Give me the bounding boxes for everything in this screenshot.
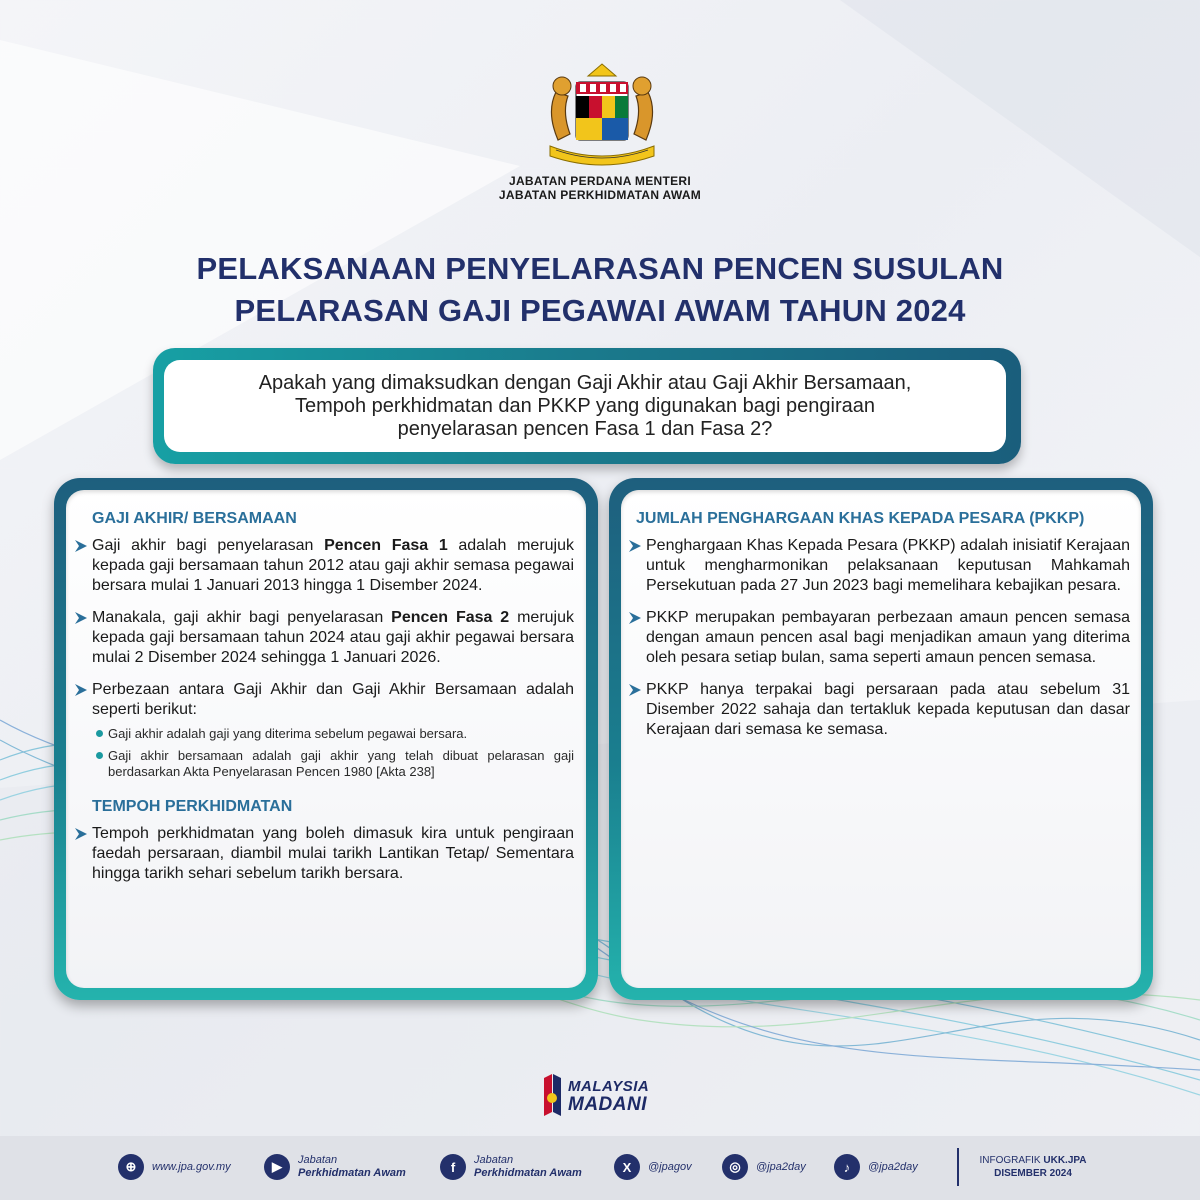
footer-instagram[interactable]	[722, 1152, 806, 1182]
sub-list-item	[74, 748, 574, 780]
arrow-bullet-icon	[628, 611, 642, 625]
item-bold-text: Pencen Fasa 2	[391, 609, 510, 626]
list-item	[74, 680, 574, 720]
item-text: Gaji akhir bagi penyelarasan	[92, 537, 325, 554]
arrow-bullet-icon	[74, 611, 88, 625]
youtube-label-1: Jabatan	[298, 1154, 338, 1166]
infografik-label: INFOGRAFIK	[979, 1155, 1041, 1166]
dot-bullet-icon	[96, 730, 103, 737]
arrow-bullet-icon	[74, 539, 88, 553]
item-text: Manakala, gaji akhir bagi penyelarasan	[92, 609, 392, 626]
sub-list-item	[74, 726, 574, 742]
item-text: adalah merujuk kepada gaji bersamaan tahun 2012 atau gaji akhir semasa pegawai bersara mulai 1 Januari 2013 hingga 1 Disember 2024.	[92, 537, 574, 594]
item-bold-text: Pencen Fasa 1	[324, 537, 448, 554]
footer-youtube[interactable]	[264, 1152, 406, 1182]
x-handle[interactable]: @jpagov	[648, 1160, 692, 1173]
arrow-bullet-icon	[628, 539, 642, 553]
instagram-icon: ◎	[722, 1154, 748, 1180]
title-line-2: PELARASAN GAJI PEGAWAI AWAM TAHUN 2024	[234, 293, 966, 328]
right-panel-content	[628, 508, 1130, 740]
question-line-2: Tempoh perkhidmatan dan PKKP yang digunakan bagi pengiraan	[294, 394, 876, 417]
arrow-bullet-icon	[74, 827, 88, 841]
dept-line-2: JABATAN PERKHIDMATAN AWAM	[498, 188, 702, 202]
footer-website[interactable]	[118, 1152, 231, 1182]
globe-icon: ⊕	[118, 1154, 144, 1180]
title-line-1: PELAKSANAAN PENYELARASAN PENCEN SUSULAN	[196, 251, 1004, 286]
facebook-label-1: Jabatan	[474, 1154, 514, 1166]
tiktok-handle[interactable]: @jpa2day	[868, 1160, 918, 1173]
section-heading-gaji-akhir: GAJI AKHIR/ BERSAMAAN	[92, 510, 297, 527]
facebook-icon: f	[440, 1154, 466, 1180]
list-item	[628, 536, 1130, 596]
item-text: merujuk kepada gaji bersamaan tahun 2024 atau gaji akhir pegawai bersara mulai 2 Disember 2024 sehingga 1 Januari 2026.	[92, 609, 575, 666]
logo-line-1: MALAYSIA	[568, 1078, 650, 1095]
arrow-bullet-icon	[74, 683, 88, 697]
list-item	[628, 608, 1130, 668]
item-text: Tempoh perkhidmatan yang boleh dimasuk kira untuk pengiraan faedah persaraan, diambil mulai tarikh Lantikan Tetap/ Sementara hingga tarikh sehari sebelum tarikh bersara.	[92, 825, 574, 882]
list-item	[74, 824, 574, 884]
website-link[interactable]: www.jpa.gov.my	[152, 1160, 231, 1173]
item-text: PKKP hanya terpakai bagi persaraan pada atau sebelum 31 Disember 2022 sahaja dan tertakluk kepada keputusan dan dasar Kerajaan dari semasa ke semasa.	[646, 681, 1130, 738]
infografik-credit	[968, 1154, 1098, 1180]
coat-of-arms-icon	[536, 62, 668, 174]
arrow-bullet-icon	[628, 683, 642, 697]
dept-line-1: JABATAN PERDANA MENTERI	[508, 174, 691, 188]
footer-divider	[957, 1148, 959, 1186]
section-heading-tempoh: TEMPOH PERKHIDMATAN	[92, 798, 293, 815]
youtube-icon: ▶	[264, 1154, 290, 1180]
x-icon: X	[614, 1154, 640, 1180]
infografik-source: UKK.JPA	[1043, 1155, 1087, 1166]
youtube-label-2: Perkhidmatan Awam	[298, 1167, 406, 1179]
department-name	[0, 174, 1200, 202]
page-title	[0, 248, 1200, 332]
question-line-1: Apakah yang dimaksudkan dengan Gaji Akhir atau Gaji Akhir Bersamaan,	[258, 371, 912, 394]
list-item	[74, 536, 574, 596]
left-panel-content	[74, 508, 574, 884]
question-line-3: penyelarasan pencen Fasa 1 dan Fasa 2?	[397, 417, 773, 440]
item-text: PKKP merupakan pembayaran perbezaan amaun pencen semasa dengan amaun pencen asal bagi menjadikan amaun yang diterima oleh pesara setiap bulan, sama seperti amaun pencen semasa.	[646, 609, 1130, 666]
tiktok-icon: ♪	[834, 1154, 860, 1180]
instagram-handle[interactable]: @jpa2day	[756, 1160, 806, 1173]
list-item	[628, 680, 1130, 740]
footer-x[interactable]	[614, 1152, 692, 1182]
sub-item-text: Gaji akhir adalah gaji yang diterima sebelum pegawai bersara.	[108, 726, 468, 741]
list-item	[74, 608, 574, 668]
question-box	[164, 360, 1006, 452]
infografik-date: DISEMBER 2024	[994, 1168, 1072, 1179]
madani-logo-text	[568, 1078, 649, 1115]
footer-tiktok[interactable]	[834, 1152, 918, 1182]
item-text: Perbezaan antara Gaji Akhir dan Gaji Akhir Bersamaan adalah seperti berikut:	[92, 681, 574, 718]
item-text: Penghargaan Khas Kepada Pesara (PKKP) adalah inisiatif Kerajaan untuk mengharmonikan pelaksanaan keputusan Mahkamah Persekutuan pada 27 Jun 2023 bagi memelihara kebajikan pesara.	[646, 537, 1130, 594]
facebook-label-2: Perkhidmatan Awam	[474, 1167, 582, 1179]
dot-bullet-icon	[96, 752, 103, 759]
logo-line-2: MADANI	[568, 1094, 647, 1115]
sub-item-text: Gaji akhir bersamaan adalah gaji akhir yang telah dibuat pelarasan gaji berdasarkan Akta Penyelarasan Pencen 1980 [Akta 238]	[108, 748, 574, 779]
footer-facebook[interactable]	[440, 1152, 582, 1182]
section-heading-pkkp: JUMLAH PENGHARGAAN KHAS KEPADA PESARA (PKKP)	[636, 510, 1085, 527]
